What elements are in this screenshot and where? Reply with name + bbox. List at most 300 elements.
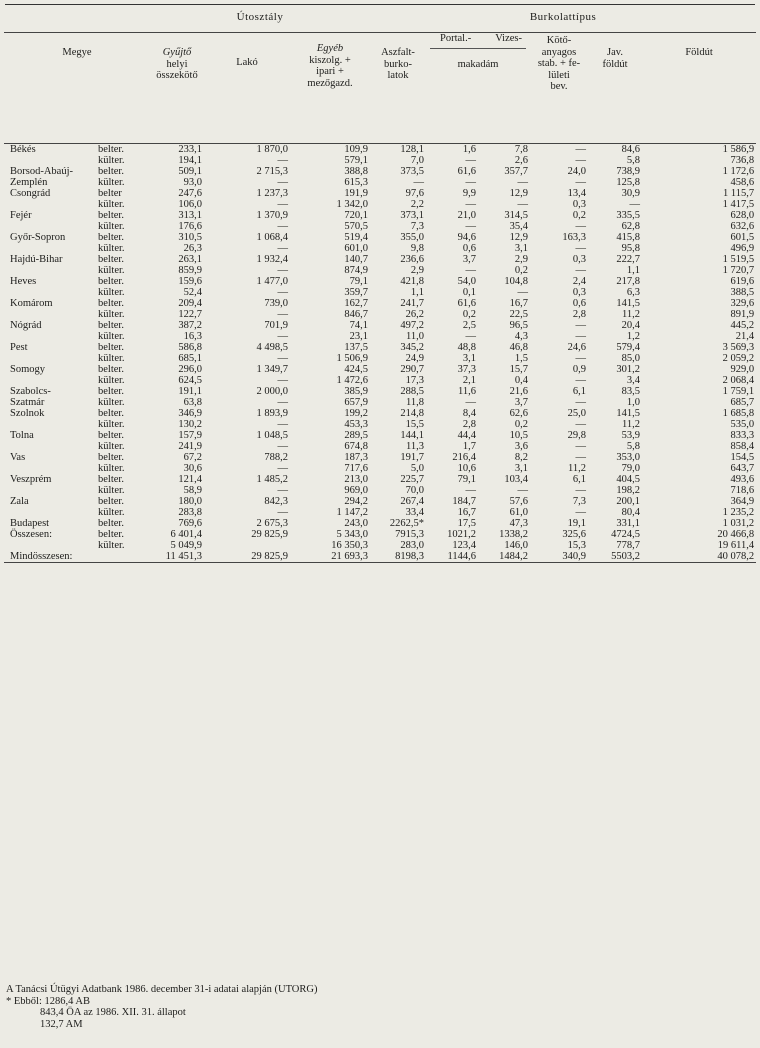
value-cell: 187,3 <box>344 452 368 463</box>
value-cell: 5,8 <box>626 155 640 166</box>
value-cell: 7,3 <box>572 496 586 507</box>
value-cell: 0,1 <box>462 287 476 298</box>
area-type: külter. <box>98 221 125 232</box>
value-cell: 1,1 <box>626 265 640 276</box>
value-cell: 364,9 <box>730 496 755 507</box>
value-cell: 10,5 <box>509 430 528 441</box>
group-utosztaly: Útosztály <box>150 12 370 33</box>
value-cell: 11,2 <box>622 309 640 320</box>
group-burkolattipus: Burkolattípus <box>370 12 756 33</box>
value-cell: — <box>575 243 586 254</box>
value-cell: — <box>465 485 476 496</box>
value-cell: 140,7 <box>344 254 368 265</box>
value-cell: 67,2 <box>183 452 202 463</box>
value-cell: — <box>575 353 586 364</box>
table-row <box>4 485 756 496</box>
value-cell: 3,4 <box>626 375 640 386</box>
value-cell: 23,1 <box>349 331 368 342</box>
county-name <box>4 221 94 232</box>
value-cell: 225,7 <box>400 474 424 485</box>
value-cell: 1 235,2 <box>722 507 755 518</box>
value-cell: 85,0 <box>621 353 640 364</box>
value-cell: 247,6 <box>178 188 202 199</box>
table-row <box>4 452 756 463</box>
area-type: belter. <box>98 298 124 309</box>
total-label: Összesen: <box>10 529 52 540</box>
col-egyeb <box>290 33 370 144</box>
table-row <box>4 155 756 166</box>
value-cell: 61,0 <box>509 507 528 518</box>
value-cell: 373,5 <box>400 166 424 177</box>
county-name <box>4 463 94 474</box>
value-cell: 388,8 <box>344 166 368 177</box>
value-cell: — <box>277 309 288 320</box>
value-cell: 685,1 <box>178 353 202 364</box>
value-cell: 1,0 <box>626 397 640 408</box>
value-cell: 47,3 <box>509 518 528 529</box>
table-row <box>4 463 756 474</box>
value-cell: — <box>517 287 528 298</box>
value-cell: 137,5 <box>344 342 368 353</box>
value-cell: 359,7 <box>344 287 368 298</box>
table-row <box>4 144 756 156</box>
county-name: Zala <box>10 496 29 507</box>
table-row <box>4 474 756 485</box>
value-cell: — <box>277 397 288 408</box>
value-cell: 2,8 <box>572 309 586 320</box>
value-cell: 16,7 <box>457 507 476 518</box>
value-cell: — <box>575 507 586 518</box>
area-type: külter. <box>98 309 125 320</box>
area-type: belter. <box>98 364 124 375</box>
value-cell: 657,9 <box>344 397 368 408</box>
value-cell: 301,2 <box>616 364 640 375</box>
table-row <box>4 199 756 210</box>
value-cell: 25,0 <box>567 408 586 419</box>
county-name <box>4 353 94 364</box>
value-cell: 9,9 <box>462 188 476 199</box>
value-cell: 141,5 <box>616 408 640 419</box>
value-cell: 241,9 <box>178 441 202 452</box>
value-cell: 44,4 <box>457 430 476 441</box>
value-cell: 929,0 <box>730 364 755 375</box>
value-cell: 2,5 <box>462 320 476 331</box>
county-name <box>4 375 94 386</box>
county-name: Hajdú-Bihar <box>10 254 63 265</box>
value-cell: 162,7 <box>344 298 368 309</box>
county-name <box>4 331 94 342</box>
value-cell: 1,2 <box>626 331 640 342</box>
value-cell: 5 049,9 <box>170 540 202 551</box>
value-cell: 95,8 <box>621 243 640 254</box>
value-cell: 96,5 <box>509 320 528 331</box>
county-name: Nógrád <box>10 320 42 331</box>
footnote-source: A Tanácsi Útügyi Adatbank 1986. december 31-i adatai alapján (UTORG) <box>6 984 318 995</box>
value-cell: 26,3 <box>183 243 202 254</box>
value-cell: — <box>575 331 586 342</box>
value-cell: 15,5 <box>405 419 424 430</box>
value-cell: 720,1 <box>344 210 368 221</box>
value-cell: 11,8 <box>406 397 424 408</box>
area-type: külter. <box>98 155 125 166</box>
area-type: külter. <box>98 540 125 551</box>
value-cell: 79,1 <box>457 474 476 485</box>
value-cell: — <box>629 199 640 210</box>
value-cell: 846,7 <box>344 309 368 320</box>
value-cell: 243,0 <box>344 518 368 529</box>
value-cell: 29 825,9 <box>251 529 288 540</box>
value-cell: 8,4 <box>462 408 476 419</box>
value-cell: 738,9 <box>616 166 640 177</box>
col-aszfalt-l1: Aszfalt- <box>381 47 415 58</box>
value-cell: — <box>575 419 586 430</box>
value-cell: 222,7 <box>616 254 640 265</box>
value-cell: 11,2 <box>568 463 586 474</box>
value-cell: 7,3 <box>410 221 424 232</box>
value-cell: — <box>517 485 528 496</box>
value-cell: 109,9 <box>344 144 368 155</box>
value-cell: 632,6 <box>730 221 755 232</box>
value-cell: 404,5 <box>616 474 640 485</box>
value-cell: 1 506,9 <box>336 353 368 364</box>
value-cell: 263,1 <box>178 254 202 265</box>
county-name: Pest <box>10 342 28 353</box>
area-type: belter. <box>98 408 124 419</box>
value-cell: 497,2 <box>400 320 424 331</box>
table-row <box>4 496 756 507</box>
value-cell: 1 472,6 <box>336 375 368 386</box>
table-row-total <box>4 540 756 551</box>
value-cell: — <box>575 144 586 155</box>
value-cell: 283,0 <box>400 540 424 551</box>
value-cell: 21 693,3 <box>290 551 370 563</box>
value-cell: 1 115,7 <box>722 188 755 199</box>
value-cell: 340,9 <box>530 551 588 563</box>
value-cell: 331,1 <box>616 518 640 529</box>
value-cell: 387,2 <box>178 320 202 331</box>
value-cell: 2 000,0 <box>256 386 288 397</box>
value-cell: 106,0 <box>178 199 202 210</box>
value-cell: 2 059,2 <box>722 353 755 364</box>
value-cell: 0,3 <box>572 254 586 265</box>
county-name: Zemplén <box>10 177 48 188</box>
value-cell: 329,6 <box>730 298 755 309</box>
col-koto-l2: anyagos <box>541 46 577 58</box>
value-cell: — <box>277 243 288 254</box>
value-cell: 29 825,9 <box>204 551 290 563</box>
value-cell: 1 586,9 <box>722 144 755 155</box>
value-cell: 296,0 <box>178 364 202 375</box>
area-type: belter. <box>98 166 124 177</box>
value-cell: 10,6 <box>457 463 476 474</box>
value-cell: — <box>277 353 288 364</box>
value-cell: 701,9 <box>264 320 288 331</box>
value-cell: 1 720,7 <box>722 265 755 276</box>
value-cell: 643,7 <box>730 463 755 474</box>
col-koto-l5: bev. <box>550 81 568 92</box>
table-row <box>4 210 756 221</box>
value-cell: 2 675,3 <box>256 518 288 529</box>
value-cell: 19 611,4 <box>717 540 755 551</box>
value-cell: 2,2 <box>410 199 424 210</box>
value-cell: 1 342,0 <box>336 199 368 210</box>
value-cell: 61,6 <box>457 298 476 309</box>
col-egyeb-l2: kiszolg. + <box>309 54 351 66</box>
value-cell: 619,6 <box>730 276 755 287</box>
col-aszfalt-l3: latok <box>387 70 409 81</box>
value-cell: 123,4 <box>452 540 476 551</box>
value-cell: 21,6 <box>509 386 528 397</box>
value-cell: 241,7 <box>400 298 424 309</box>
table-row-grand-total <box>4 551 756 563</box>
county-name: Veszprém <box>10 474 52 485</box>
area-type: külter. <box>98 265 125 276</box>
value-cell: 7,8 <box>514 144 528 155</box>
value-cell: — <box>277 375 288 386</box>
value-cell: 0,2 <box>514 419 528 430</box>
value-cell: 125,8 <box>616 177 640 188</box>
value-cell: 191,7 <box>400 452 424 463</box>
area-type: belter. <box>98 320 124 331</box>
value-cell: 46,8 <box>509 342 528 353</box>
value-cell: 1 417,5 <box>722 199 755 210</box>
county-name <box>4 441 94 452</box>
table-row <box>4 364 756 375</box>
value-cell: — <box>465 221 476 232</box>
county-name: Szolnok <box>10 408 45 419</box>
value-cell: 62,8 <box>621 221 640 232</box>
value-cell: 30,6 <box>183 463 202 474</box>
value-cell: — <box>465 397 476 408</box>
value-cell: 84,6 <box>621 144 640 155</box>
value-cell: 3,7 <box>514 397 528 408</box>
header-blank <box>4 12 150 33</box>
value-cell: 12,9 <box>509 232 528 243</box>
value-cell: 79,1 <box>349 276 368 287</box>
value-cell: 58,9 <box>183 485 202 496</box>
value-cell: 718,6 <box>730 485 755 496</box>
value-cell: 496,9 <box>730 243 755 254</box>
value-cell: 5,0 <box>410 463 424 474</box>
table-row <box>4 265 756 276</box>
value-cell: — <box>277 485 288 496</box>
value-cell: 40 078,2 <box>642 551 756 563</box>
value-cell: 52,4 <box>183 287 202 298</box>
value-cell: — <box>277 221 288 232</box>
area-type: külter. <box>98 199 125 210</box>
table-row <box>4 243 756 254</box>
value-cell: 37,3 <box>457 364 476 375</box>
value-cell: 24,0 <box>567 166 586 177</box>
value-cell: 3,1 <box>462 353 476 364</box>
value-cell: 3,6 <box>514 441 528 452</box>
value-cell: 1 147,2 <box>336 507 368 518</box>
value-cell: 33,4 <box>405 507 424 518</box>
value-cell: 493,6 <box>730 474 755 485</box>
col-makadam: makadám <box>457 58 499 70</box>
value-cell: 1 932,4 <box>256 254 288 265</box>
area-type: külter. <box>98 507 125 518</box>
col-aszfalt-l2: burko- <box>384 58 412 70</box>
value-cell: 3,7 <box>462 254 476 265</box>
table-row <box>4 188 756 199</box>
col-foldut: Földút <box>642 33 756 144</box>
table-row <box>4 397 756 408</box>
value-cell: 180,0 <box>178 496 202 507</box>
area-type: belter. <box>98 254 124 265</box>
value-cell: 453,3 <box>344 419 368 430</box>
col-gyujto-l3: összekötő <box>156 70 198 81</box>
value-cell: 1 349,7 <box>256 364 288 375</box>
col-vizes: Vizes- <box>495 33 522 44</box>
value-cell: 26,2 <box>405 309 424 320</box>
value-cell: 519,4 <box>344 232 368 243</box>
county-name <box>4 287 94 298</box>
value-cell: 1 048,5 <box>256 430 288 441</box>
value-cell: 216,4 <box>452 452 476 463</box>
value-cell: 3,1 <box>514 243 528 254</box>
value-cell: 1 759,1 <box>722 386 755 397</box>
value-cell: 424,5 <box>344 364 368 375</box>
value-cell: — <box>277 265 288 276</box>
value-cell: 842,3 <box>264 496 288 507</box>
value-cell: 15,7 <box>509 364 528 375</box>
value-cell: 199,2 <box>344 408 368 419</box>
value-cell: 1,5 <box>514 353 528 364</box>
value-cell: 373,1 <box>400 210 424 221</box>
value-cell: 62,6 <box>509 408 528 419</box>
value-cell: — <box>465 199 476 210</box>
area-type: külter. <box>98 243 125 254</box>
county-name: Szatmár <box>10 397 45 408</box>
table-row <box>4 254 756 265</box>
county-name: Tolna <box>10 430 34 441</box>
area-type: külter. <box>98 177 125 188</box>
value-cell: 1 519,5 <box>722 254 755 265</box>
table-row <box>4 276 756 287</box>
value-cell: 579,4 <box>616 342 640 353</box>
county-name: Vas <box>10 452 26 463</box>
area-type: belter. <box>98 430 124 441</box>
area-type: külter. <box>98 287 125 298</box>
value-cell: — <box>277 331 288 342</box>
col-egyeb-l4: mezőgazd. <box>307 77 353 89</box>
value-cell: 21,4 <box>735 331 755 342</box>
value-cell: 0,2 <box>462 309 476 320</box>
value-cell: — <box>465 155 476 166</box>
value-cell: 30,9 <box>621 188 640 199</box>
value-cell: 104,8 <box>504 276 528 287</box>
county-name <box>4 507 94 518</box>
value-cell: 0,4 <box>514 375 528 386</box>
value-cell: 570,5 <box>344 221 368 232</box>
col-jav-l2: földút <box>602 58 628 70</box>
county-name <box>4 265 94 276</box>
value-cell: 103,4 <box>504 474 528 485</box>
value-cell: 16,7 <box>509 298 528 309</box>
value-cell: 122,7 <box>178 309 202 320</box>
table-row <box>4 166 756 177</box>
value-cell: 1 068,4 <box>256 232 288 243</box>
total-label <box>4 540 94 551</box>
area-type: belter. <box>98 496 124 507</box>
value-cell: 891,9 <box>730 309 755 320</box>
footnote-asterisk: * Ebből: 1286,4 AB <box>6 995 91 1007</box>
table-row <box>4 331 756 342</box>
value-cell: — <box>465 265 476 276</box>
table-body <box>4 144 756 563</box>
area-type: belter. <box>98 342 124 353</box>
value-cell: 54,0 <box>457 276 476 287</box>
value-cell: 736,8 <box>730 155 755 166</box>
value-cell: 128,1 <box>400 144 424 155</box>
value-cell: 355,0 <box>400 232 424 243</box>
value-cell: 325,6 <box>562 529 586 540</box>
value-cell: 57,6 <box>509 496 528 507</box>
value-cell: — <box>575 397 586 408</box>
value-cell: 833,3 <box>730 430 755 441</box>
col-egyeb-l3: ipari + <box>316 66 344 77</box>
value-cell: 1 477,0 <box>256 276 288 287</box>
value-cell: 535,0 <box>730 419 755 430</box>
value-cell: 12,9 <box>509 188 528 199</box>
value-cell: 788,2 <box>264 452 288 463</box>
value-cell: — <box>277 507 288 518</box>
value-cell: — <box>575 441 586 452</box>
value-cell: 17,3 <box>405 375 424 386</box>
footnote-oa: 843,4 ÖA az 1986. XII. 31. állapot <box>40 1007 186 1018</box>
value-cell: 213,0 <box>344 474 368 485</box>
value-cell: 5 343,0 <box>336 529 368 540</box>
value-cell: — <box>465 177 476 188</box>
value-cell: 217,8 <box>616 276 640 287</box>
value-cell: 874,9 <box>344 265 368 276</box>
value-cell: 3,1 <box>514 463 528 474</box>
area-type: belter. <box>98 144 124 155</box>
value-cell: 778,7 <box>616 540 640 551</box>
col-gyujto <box>150 33 204 144</box>
area-type: külter. <box>98 331 125 342</box>
value-cell: 214,8 <box>400 408 424 419</box>
value-cell: — <box>517 199 528 210</box>
value-cell: 48,8 <box>457 342 476 353</box>
area-type: belter. <box>98 210 124 221</box>
value-cell: 0,2 <box>572 210 586 221</box>
value-cell: 601,0 <box>344 243 368 254</box>
county-name <box>4 419 94 430</box>
value-cell: 6,3 <box>626 287 640 298</box>
value-cell: 209,4 <box>178 298 202 309</box>
table-row-total <box>4 529 756 540</box>
table-row <box>4 309 756 320</box>
value-cell: 353,0 <box>616 452 640 463</box>
value-cell: — <box>277 419 288 430</box>
value-cell: 2262,5* <box>389 518 424 529</box>
value-cell: 313,1 <box>178 210 202 221</box>
col-makadam-group <box>426 33 530 144</box>
value-cell: — <box>413 177 424 188</box>
area-type: külter. <box>98 397 125 408</box>
value-cell: 739,0 <box>264 298 288 309</box>
col-jav <box>588 33 642 144</box>
value-cell: 5503,2 <box>588 551 642 563</box>
value-cell: 1,1 <box>410 287 424 298</box>
county-name: Csongrád <box>10 188 51 199</box>
value-cell: 0,3 <box>572 287 586 298</box>
value-cell: 385,9 <box>344 386 368 397</box>
value-cell: 29,8 <box>567 430 586 441</box>
area-type: belter. <box>98 386 124 397</box>
